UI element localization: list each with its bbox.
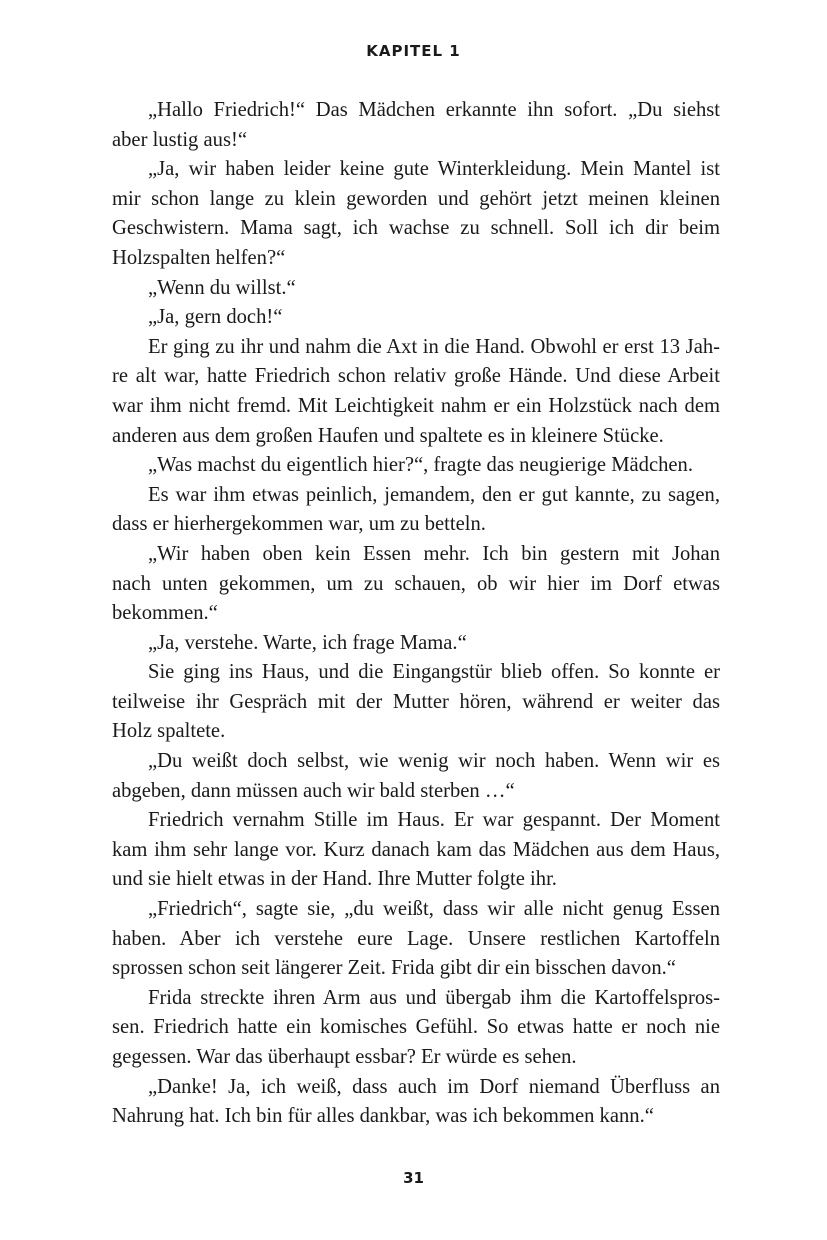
text-line: Es war ihm etwas peinlich, jemandem, den er gut kannte, zu sagen, <box>148 483 720 506</box>
text-line: aber lustig aus!“ <box>112 128 247 151</box>
text-line: nach unten gekommen, um zu schauen, ob wir hier im Dorf etwas <box>112 572 720 595</box>
text-line: Friedrich vernahm Stille im Haus. Er war gespannt. Der Moment <box>148 809 720 832</box>
text-line: teilweise ihr Gespräch mit der Mutter hören, während er weiter das <box>112 690 720 713</box>
text-line: Holz spaltete. <box>112 720 226 743</box>
body-text <box>112 96 720 1132</box>
text-line: „Du weißt doch selbst, wie wenig wir noch haben. Wenn wir es <box>148 750 720 773</box>
text-line: kam ihm sehr lange vor. Kurz danach kam das Mädchen aus dem Haus, <box>112 838 720 861</box>
page-number: 31 <box>403 1169 424 1187</box>
text-line: „Danke! Ja, ich weiß, dass auch im Dorf niemand Überfluss an <box>148 1075 720 1098</box>
text-line: „Was machst du eigentlich hier?“, fragte das neugierige Mädchen. <box>148 454 693 477</box>
text-line: mir schon lange zu klein geworden und gehört jetzt meinen kleinen <box>112 187 720 210</box>
text-line: Er ging zu ihr und nahm die Axt in die Hand. Obwohl er erst 13 Jah- <box>148 335 720 358</box>
text-line: dass er hierhergekommen war, um zu betteln. <box>112 513 486 536</box>
text-line: „Ja, verstehe. Warte, ich frage Mama.“ <box>148 631 467 654</box>
text-line: bekommen.“ <box>112 602 218 625</box>
text-line: gegessen. War das überhaupt essbar? Er würde es sehen. <box>112 1046 577 1068</box>
text-line: „Hallo Friedrich!“ Das Mädchen erkannte ihn sofort. „Du siehst <box>148 99 720 121</box>
text-line: re alt war, hatte Friedrich schon relativ große Hände. Und diese Arbeit <box>112 365 720 388</box>
text-line: haben. Aber ich verstehe eure Lage. Unsere restlichen Kartoffeln <box>112 927 720 950</box>
text-line: sen. Friedrich hatte ein komisches Gefühl. So etwas hatte er noch nie <box>112 1016 720 1039</box>
text-line: abgeben, dann müssen auch wir bald sterben …“ <box>112 779 515 802</box>
text-line: war ihm nicht fremd. Mit Leichtigkeit nahm er ein Holzstück nach dem <box>112 394 720 417</box>
text-line: und sie hielt etwas in der Hand. Ihre Mutter folgte ihr. <box>112 868 557 891</box>
text-line: anderen aus dem großen Haufen und spaltete es in kleinere Stücke. <box>112 424 664 447</box>
text-line: Nahrung hat. Ich bin für alles dankbar, was ich bekommen kann.“ <box>112 1105 654 1128</box>
chapter-header: KAPITEL 1 <box>366 42 461 60</box>
text-line: „Wir haben oben kein Essen mehr. Ich bin gestern mit Johan <box>148 542 720 565</box>
text-line: Frida streckte ihren Arm aus und übergab ihm die Kartoffelspros- <box>148 986 720 1009</box>
text-line: Sie ging ins Haus, und die Eingangstür blieb offen. So konnte er <box>148 661 720 684</box>
text-line: sprossen schon seit längerer Zeit. Frida gibt dir ein bisschen davon.“ <box>112 957 676 980</box>
text-line: „Ja, wir haben leider keine gute Winterkleidung. Mein Mantel ist <box>148 158 720 181</box>
text-line: „Friedrich“, sagte sie, „du weißt, dass wir alle nicht genug Essen <box>148 898 720 921</box>
text-line: Geschwistern. Mama sagt, ich wachse zu schnell. Soll ich dir beim <box>112 217 720 240</box>
text-line: „Ja, gern doch!“ <box>148 306 283 329</box>
text-line: Holzspalten helfen?“ <box>112 246 286 269</box>
text-line: „Wenn du willst.“ <box>148 276 296 299</box>
